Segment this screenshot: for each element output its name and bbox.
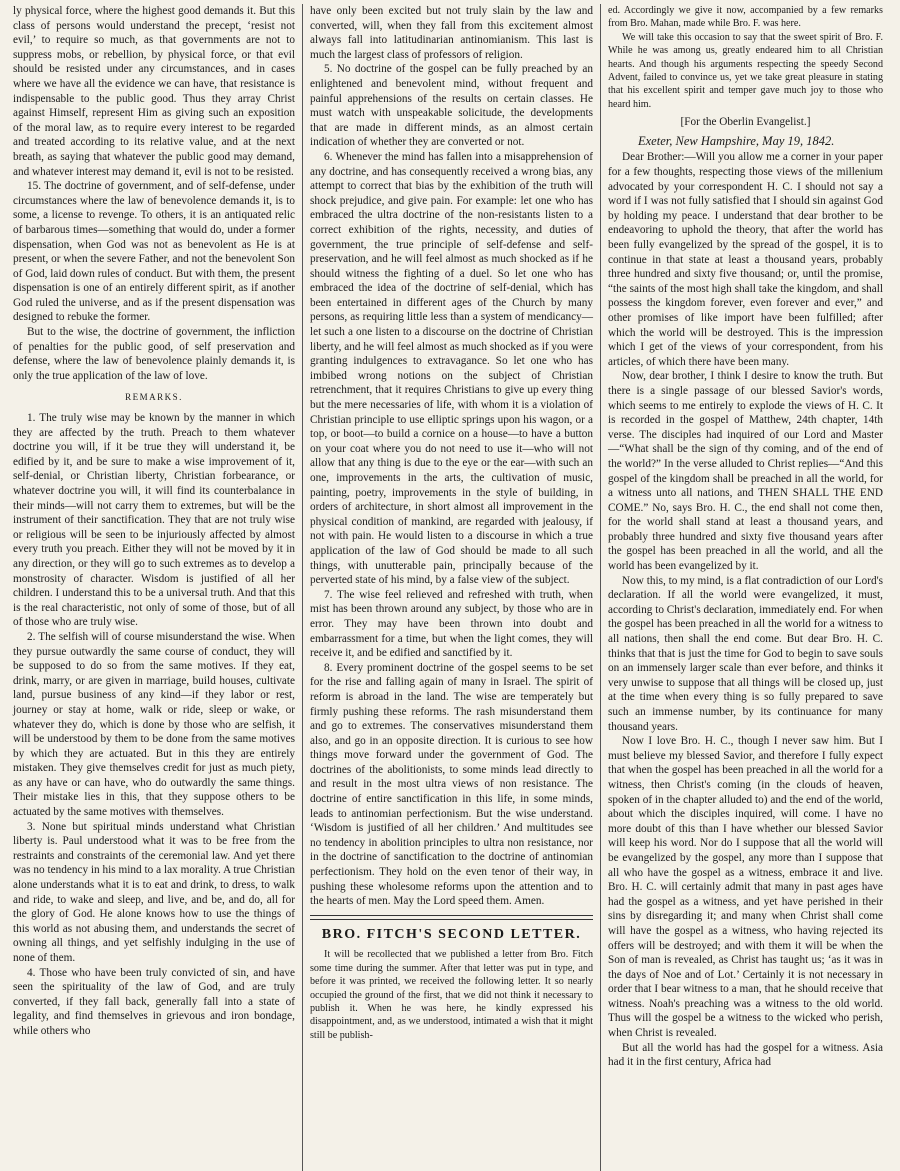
paragraph: have only been excited but not truly slain by the law and converted, will, when they fall from this excitement almost always fall into latitudinarian antinomianism. This last is much the largest class of professors of religion. — [310, 5, 593, 61]
paragraph: Now this, to my mind, is a flat contradiction of our Lord's declaration. If all the world were evangelized, it must, according to Christ's declaration, immediately end. For when the gospel has been preached in all the world for a witness to all nations, then shall the end come. But dear Bro. H. C. thinks that that is just the time for God to begin to save souls on an immensely larger scale than ever before, and thinks it very unwise to suppose that all things will be closed up, just at the time when every thing is so fully prepared to save such an immense number, by its continuance for many thousand years. — [608, 574, 883, 733]
paragraph: 15. The doctrine of government, and of self-defense, under circumstances where the law of benevolence demands it, is to some, a license to revenge. To others, it is an antiquated relic of barbarous times—something that would do, under a former dispensation, when God was not as benevolent as He is at present, or when the severe Father, and not the benevolent Son of God, laid down rules of conduct. But with them, the present dispensation is one of an entirely different spirit, as if another God ruled the universe, and as if the present dispensation was designed to rebuke the former. — [13, 180, 295, 324]
paragraph: 8. Every prominent doctrine of the gospel seems to be set for the rise and falling again of many in Israel. The spirit of reform is abroad in the land. The wise are temperately but firmly pushing these reforms. The rash misunderstand them and go to extremes. The conservatives misunderstand them also, and go in an opposite direction. It is curious to see how things move forward under the government of God. The doctrines of the abolitionists, to some minds lead directly to and result in the most ultra views of non resistance. The doctrine of entire sanctification in this life, in some minds, leads to antinomian perfectionism. But the wise understand. ‘Wisdom is justified of all her children.’ And multitudes see no tendency in abolition principles to ultra non resistance, nor in the doctrine of sanctification to the doctrine of antinomian perfectionism. They hold on the even tenor of their way, in pushing these wholesome reforms upon the attention and to the hearts of men. May the Lord speed them. Amen. — [310, 661, 593, 908]
remark-paragraph: 4. Those who have been truly convicted of sin, and have seen the spirituality of the law of God, and are truly converted, if they fall back, generally fall into a state of legality, and find themselves in grievous and iron bondage, while others who — [13, 966, 295, 1037]
paragraph: Dear Brother:—Will you allow me a corner in your paper for a few thoughts, respecting those views of the millenium advocated by your correspondent H. C. I should not say a word if I was not fully satisfied that I should sin against God by holding my peace. I understand that dear brother to be endeavoring to uphold the theory, that after the world has been fully evangelized by the spread of the gospel, it is to continue in that state at least a thousand years, probably three hundred and sixty five thousand; or, until the promise, “the saints of the most high shall take the kingdom, and shall possess the kingdom forever, even forever and ever,” and other promises of like import have been fulfilled; after which the world will be destroyed. This is the impression which I get of the views of your correspondent, from his articles, of which there have been many. — [608, 151, 883, 368]
source-line: [For the Oberlin Evangelist.] — [680, 116, 811, 129]
intro-paragraph: ed. Accordingly we give it now, accompanied by a few remarks from Bro. Mahan, made while Bro. F. was here. — [608, 5, 883, 30]
column-left — [6, 4, 302, 1171]
paragraph: But to the wise, the doctrine of government, the infliction of penalties for the public good, of self preservation and defense, where the law of benevolence plainly demands it, is only the true application of the law of love. — [13, 326, 295, 382]
intro-paragraph: We will take this occasion to say that the sweet spirit of Bro. F. While he was among us, greatly endeared him to all Christian hearts. And though his arguments respecting the speedy Second Advent, failed to convince us, yet we take great pleasure in stating that his excellent spirit and temper gave much joy to those who heard him. — [608, 31, 883, 110]
paragraph: But all the world has had the gospel for a witness. Asia had it in the first century, Africa had — [608, 1041, 883, 1069]
paragraph: 7. The wise feel relieved and refreshed with truth, when mist has been thrown around any subject, by those who are in error. They may have been thrown into doubt and embarrassment for a time, but when the light comes, they will receive it, and be edified and sanctified by it. — [310, 588, 593, 660]
paragraph: 6. Whenever the mind has fallen into a misapprehension of any doctrine, and has consequently received a wrong bias, any attempt to correct that bias by the exhibition of the truth will shock prejudice, and give pain. For example: let one who has embraced the ultra doctrine of the non-resistants listen to a correct exhibition of the rights, necessity, and duties of government, the true principle of self-defense and self-preservation, and he will feel almost as much shocked as if he should witness the fighting of a duel. So let one who has embraced the idea of the doctrine of self-denial, which has been entertained in different ages of the Church by many persons, as requiring little less than a system of mendicancy—let such a one listen to a discourse on the doctrine of Christian liberty, and he will feel almost as much shocked as if you were granting indulgences to extravagance. So let one who has imbibed wrong notions on the subject of Christian retrenchment, that it requires Christians to give up every thing but the mere necessaries of life, with whom it is a violation of Christian principle to use elliptic springs upon his wagon, or a top, or boot—to build a cornice on a house—to have a button on your coat where you do not need to use it—who will not allow that any thing is due to the eye or the ear—with such an one, improvements in the arts, the cultivation of music, painting, poetry, improvements in the style of building, in orders of architecture, in short almost all improvement in the physical condition of mankind, are regarded with jealousy, if not with pain. He would listen to a discourse in which a true application of the law of God should be made to all such things, with unutterable pain, principally because of the perverted state of his mind, by a false view of the subject. — [310, 150, 593, 587]
paragraph: ly physical force, where the highest good demands it. But this class of persons would understand the precept, ‘resist not evil,’ to require so much, as that governments are not to suppress mobs, or rebellion, by physical force, or that evil should be resisted under any circumstances, and in cases where we have all the evidence we can have, that resistance is indispensable to the public good. Thus they array Christ against Himself, represent Him as giving such an exposition of the moral law, as to require every interest to be regarded and treated according to its relative value, and at the next breath, as saying that whatever the public good may demand, and whatever interest may demand it, evil is not to be resisted. — [13, 5, 295, 178]
section-divider — [310, 919, 593, 920]
section-divider — [310, 915, 593, 916]
remark-paragraph: 1. The truly wise may be known by the manner in which they are affected by the truth. Preach to them whatever doctrine you will, if it be true they will understand it, be edified by it, and be sure to make a wise improvement of it, self-denial, or Christian liberty, Christian forbearance, or whatever doctrine you will, it will find its counterbalance in their minds—will not carry them to extremes, but will be the instrument of their sanctification. They that are not truly wise or religious will be seen to be injuriously affected by almost every truth you preach. Either they will not be moved by it in any direction, or they will go to such extremes as to develop a monstrosity of character. Wisdom is justified of all her children. I understand this to be a universal truth. And that this is the real characteristic, not only of some of those, but of all of those who are truly wise. — [13, 412, 295, 629]
paragraph: Now I love Bro. H. C., though I never saw him. But I must believe my blessed Savior, and therefore I fully expect that when the gospel has been preached in all the world for a witness, then Christ's coming (in the clouds of heaven, spoken of in the chapter alluded to) and the end of the world, about which the disciples inquired, will come. I have no more doubt of this than I have whether our blessed Savior will keep his word. Nor do I suppose that all the world will be evangelized by the gospel, any more than I suppose that all who have the gospel as a witness, embrace it and live. Bro. H. C. will certainly admit that many in past ages have had the gospel as a witness, and yet have perished in their sins by disregarding it; and many when Christ shall come will have the gospel as a witness, who having rejected its offers will be destroyed; and with them it will be when the Son of man is revealed, as Christ has taught us; ‘as it was in the days of Noe and of Lot.’ Certainly it is not necessary in order that I bear witness to a man, that he should receive that witness. Noah's preaching was a witness to the old world. Thus will the gospel be a witness to the wicked who perish, when Christ is revealed. — [608, 735, 883, 1040]
remark-paragraph: 3. None but spiritual minds understand what Christian liberty is. Paul understood what it was to be free from the restraints and constraints of the ceremonial law. And yet there was no tendency in his mind to a lax morality. A true Christian alone understands what it is to eat and drink, to dress, to walk and ride, to wake and sleep, and live, and be, and do, all for the glory of God. He alone knows how to use the things of this world as not abusing them, and understands the secret of owning all things, and yet selfishly indulging in the use of none of them. — [13, 820, 295, 964]
column-middle — [302, 4, 600, 1171]
paragraph: 5. No doctrine of the gospel can be fully preached by an enlightened and benevolent mind, without frequent and painful apprehensions of the results on certain classes. He must watch with unspeakable solicitude, the developments that are made in different minds, as an almost certain indication of whether they are converted or not. — [310, 63, 593, 149]
letter-intro: It will be recollected that we published a letter from Bro. Fitch some time during the summer. After that letter was put in type, and before it was printed, we received the following letter. It so nearly occupied the ground of the first, that we did not think it necessary to publish it. When he was here, he kindly expressed his disappointment, and, as we understood, intimated a wish that it might still be publish- — [310, 949, 593, 1041]
dateline: Exeter, New Hampshire, May 19, 1842. — [638, 133, 835, 148]
letter-title: BRO. FITCH'S SECOND LETTER. — [321, 926, 582, 942]
remarks-heading: REMARKS. — [125, 392, 183, 403]
column-right — [600, 4, 890, 1171]
paragraph: Now, dear brother, I think I desire to know the truth. But there is a single passage of our blessed Savior's words, which seems to me entirely to explode the views of H. C. It is recorded in the gospel of Matthew, 24th chapter, 14th verse. The disciples had inquired of our Lord and Master—“What shall be the sign of thy coming, and of the end of the world?” In the verse alluded to Christ replies—“And this gospel of the kingdom shall be preached in all the world, for a witness unto all nations, and THEN SHALL THE END COME.” No, says Bro. H. C., the end shall not come then, for the world shall stand at least a thousand years, and probably three hundred and sixty five thousand years after the gospel has been preached in all the world, and all the world has been evangelized by it. — [608, 370, 883, 573]
remark-paragraph: 2. The selfish will of course misunderstand the wise. When they pursue outwardly the same course of conduct, they will be supposed to do so from the same motives. If they eat, drink, marry, or are given in marriage, build houses, cultivate land, pursue business of any kind—if they labor or rest, journey or stay at home, walk or ride, sleep or wake, or whatever they do, which is done by those who are selfish, it will be understood by them to be done from the same motives by which they are actuated. But in this they are entirely mistaken. They give themselves credit for just as much piety, as any have or can have, who do outwardly the same things. Their mistake lies in this, that they suppose others to be actuated by the same motives with themselves. — [13, 630, 295, 819]
